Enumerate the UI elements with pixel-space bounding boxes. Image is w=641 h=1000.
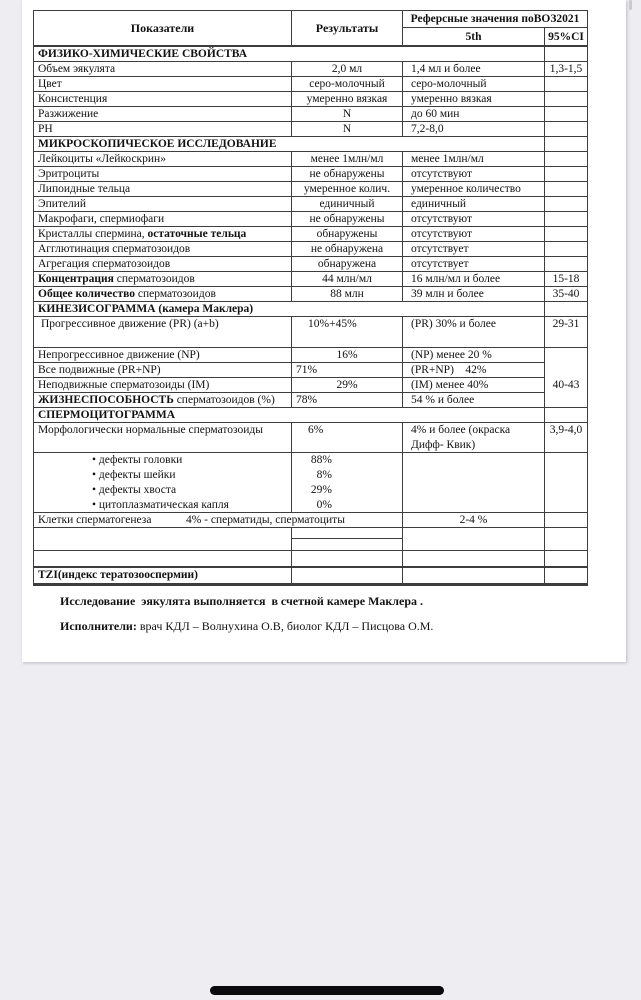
- defects-values-cell: 88% 8% 29% 0%: [292, 453, 403, 513]
- indicator-cell: Эритроциты: [34, 167, 292, 182]
- table-row: [34, 393, 587, 408]
- indicator-cell: Агрегация сперматозоидов: [34, 257, 292, 272]
- result-cell: серо-молочный: [292, 77, 403, 92]
- table-row: [34, 62, 587, 77]
- table-row: [34, 317, 587, 348]
- col-header-indicators: Показатели: [34, 11, 292, 45]
- reference-cell: серо-молочный: [403, 77, 545, 92]
- ci-cell: [545, 242, 587, 257]
- result-cell: 44 млн/мл: [292, 272, 403, 287]
- ci-cell: 35-40: [545, 287, 587, 302]
- table-row: [34, 272, 587, 287]
- indicator-cell: Агглютинация сперматозоидов: [34, 242, 292, 257]
- ci-cell: [545, 453, 587, 513]
- result-cell: 29%: [292, 378, 403, 393]
- reference-cell: менее 1млн/мл: [403, 152, 545, 167]
- reference-cell: 7,2-8,0: [403, 122, 545, 137]
- ci-cell: [545, 122, 587, 137]
- result-cell: 10%+45%: [292, 317, 403, 348]
- table-cell: [403, 568, 545, 584]
- results-table: [33, 10, 588, 586]
- section-row: [34, 47, 587, 62]
- table-row: [34, 287, 587, 302]
- ci-cell: [545, 393, 587, 408]
- table-body: [34, 47, 587, 584]
- table-cell: [292, 551, 403, 568]
- spermatogenesis-cells-cell: Клетки сперматогенеза 4% - сперматиды, сперматоциты: [34, 513, 403, 528]
- ci-cell: [545, 137, 587, 152]
- result-cell: 88 млн: [292, 287, 403, 302]
- ci-cell: 1,3-1,5: [545, 62, 587, 77]
- indicator-cell: Все подвижные (PR+NP): [34, 363, 292, 378]
- table-row: [34, 348, 587, 363]
- ci-cell: 15-18: [545, 272, 587, 287]
- col-header-results: Результаты: [292, 11, 403, 45]
- col-header-reference: Реферсные значения поВОЗ2021: [403, 11, 587, 28]
- ci-cell: [545, 77, 587, 92]
- reference-cell: до 60 мин: [403, 107, 545, 122]
- table-row: [34, 227, 587, 242]
- reference-cell: (NP) менее 20 %: [403, 348, 545, 363]
- table-cell: [545, 551, 587, 568]
- indicator-cell: Консистенция: [34, 92, 292, 107]
- indicator-cell: Общее количество сперматозоидов: [34, 287, 292, 302]
- result-cell: 16%: [292, 348, 403, 363]
- document-page[interactable]: [22, 0, 626, 662]
- reference-cell: (PR) 30% и более: [403, 317, 545, 348]
- table-row: [34, 513, 587, 528]
- indicator-cell: Цвет: [34, 77, 292, 92]
- indicator-cell: Прогрессивное движение (PR) (a+b): [34, 317, 292, 348]
- ci-cell: [545, 182, 587, 197]
- ci-cell: [545, 107, 587, 122]
- ci-cell: [545, 227, 587, 242]
- table-row: [34, 107, 587, 122]
- table-header-row: [34, 11, 587, 47]
- table-row: [34, 528, 587, 551]
- executors-note: [60, 619, 433, 634]
- result-cell: 78%: [292, 393, 403, 408]
- ci-cell: [545, 257, 587, 272]
- ci-cell: [545, 302, 587, 317]
- reference-cell: 4% и более (окраска Дифф- Квик): [403, 423, 545, 453]
- result-cell: 71%: [292, 363, 403, 378]
- result-cell: умеренное колич.: [292, 182, 403, 197]
- result-cell: N: [292, 107, 403, 122]
- indicator-cell: Эпителий: [34, 197, 292, 212]
- reference-cell: 16 млн/мл и более: [403, 272, 545, 287]
- result-cell: 6%: [292, 423, 403, 453]
- result-cell: N: [292, 122, 403, 137]
- indicator-cell: Объем эякулята: [34, 62, 292, 77]
- reference-cell: умеренное количество: [403, 182, 545, 197]
- ci-cell: [545, 92, 587, 107]
- ci-cell: [545, 197, 587, 212]
- table-row: [34, 92, 587, 107]
- ci-cell: 3,9-4,0: [545, 423, 587, 453]
- table-row: [34, 77, 587, 92]
- table-row: [34, 257, 587, 272]
- ci-cell: [545, 408, 587, 423]
- reference-cell: [403, 453, 545, 513]
- table-row: [34, 423, 587, 453]
- indicator-cell: Макрофаги, спермиофаги: [34, 212, 292, 227]
- method-note: Исследование эякулята выполняется в счетной камере Маклера .: [60, 594, 424, 608]
- indicator-cell: Липоидные тельца: [34, 182, 292, 197]
- indicator-cell: Разжижение: [34, 107, 292, 122]
- result-cell: умеренно вязкая: [292, 92, 403, 107]
- table-cell: [292, 528, 403, 551]
- result-cell: 2,0 мл: [292, 62, 403, 77]
- tzi-label-cell: TZI(индекс тератозооспермии): [34, 568, 292, 584]
- section-row: [34, 137, 587, 152]
- section-row: [34, 408, 587, 423]
- reference-cell: отсутствуют: [403, 212, 545, 227]
- table-row: [34, 182, 587, 197]
- table-row: [34, 453, 587, 513]
- indicator-cell: ЖИЗНЕСПОСОБНОСТЬ сперматозоидов (%): [34, 393, 292, 408]
- table-cell: [545, 568, 587, 584]
- col-header-reference-group: [403, 11, 587, 45]
- table-cell: [403, 551, 545, 568]
- indicator-cell: Морфологически нормальные сперматозоиды: [34, 423, 292, 453]
- reference-cell: единичный: [403, 197, 545, 212]
- executors-names: врач КДЛ – Волнухина О.В, биолог КДЛ – Писцова О.М.: [136, 619, 434, 633]
- defects-list-cell: • дефекты головки • дефекты шейки • дефекты хвоста • цитоплазматическая капля: [34, 453, 292, 513]
- col-header-5th: 5th: [403, 28, 545, 45]
- col-header-95ci: 95%CI: [548, 30, 584, 43]
- table-row: [34, 197, 587, 212]
- reference-cell: 2-4 %: [403, 513, 545, 528]
- indicator-cell: Кристаллы спермина, остаточные тельца: [34, 227, 292, 242]
- table-cell: [403, 528, 545, 551]
- executors-label: Исполнители:: [60, 619, 137, 633]
- result-cell: не обнаружена: [292, 242, 403, 257]
- ci-cell: 29-31: [545, 317, 587, 348]
- reference-cell: отсутствует: [403, 242, 545, 257]
- indicator-cell: Неподвижные сперматозоиды (IM): [34, 378, 292, 393]
- ci-cell: [545, 152, 587, 167]
- ci-cell: [545, 348, 587, 363]
- section-label-cell: МИКРОСКОПИЧЕСКОЕ ИССЛЕДОВАНИЕ: [34, 137, 545, 152]
- table-cell: [292, 568, 403, 584]
- indicator-cell: Концентрация сперматозоидов: [34, 272, 292, 287]
- table-row: [34, 167, 587, 182]
- table-row: [34, 363, 587, 378]
- ci-cell: 40-43: [552, 379, 580, 391]
- table-cell: [34, 551, 292, 568]
- section-label-cell: КИНЕЗИСОГРАММА (камера Маклера): [34, 302, 545, 317]
- table-row: [34, 212, 587, 227]
- section-row: [34, 302, 587, 317]
- table-row: [34, 551, 587, 568]
- table-row: [34, 378, 587, 393]
- reference-cell: 1,4 мл и более: [403, 62, 545, 77]
- reference-cell: (PR+NP) 42%: [403, 363, 545, 378]
- ci-cell: [545, 212, 587, 227]
- ci-cell: [545, 363, 587, 378]
- reference-cell: 39 млн и более: [403, 287, 545, 302]
- result-cell: обнаружена: [292, 257, 403, 272]
- table-cell: [545, 528, 587, 551]
- reference-cell: отсутствуют: [403, 227, 545, 242]
- result-cell: менее 1млн/мл: [292, 152, 403, 167]
- indicator-cell: Лейкоциты «Лейкоскрин»: [34, 152, 292, 167]
- indicator-cell: Непрогрессивное движение (NP): [34, 348, 292, 363]
- indicator-cell: PH: [34, 122, 292, 137]
- section-label-cell: СПЕРМОЦИТОГРАММА: [34, 408, 545, 423]
- table-row: [34, 152, 587, 167]
- ci-cell: [545, 513, 587, 528]
- reference-cell: (IM) менее 40%: [403, 378, 545, 393]
- reference-cell: 54 % и более: [403, 393, 545, 408]
- section-label-cell: ФИЗИКО-ХИМИЧЕСКИЕ СВОЙСТВА: [34, 47, 545, 62]
- scrollbar-thumb[interactable]: [629, 0, 632, 10]
- result-cell: не обнаружены: [292, 212, 403, 227]
- home-indicator[interactable]: [210, 986, 444, 995]
- table-row: [34, 242, 587, 257]
- result-cell: обнаружены: [292, 227, 403, 242]
- result-cell: не обнаружены: [292, 167, 403, 182]
- table-row: [34, 122, 587, 137]
- ci-cell: [545, 167, 587, 182]
- table-row: [34, 568, 587, 584]
- reference-cell: отсутствуют: [403, 167, 545, 182]
- result-cell: единичный: [292, 197, 403, 212]
- reference-cell: отсутствует: [403, 257, 545, 272]
- ci-cell: [545, 47, 587, 62]
- table-cell: [34, 528, 292, 551]
- reference-cell: умеренно вязкая: [403, 92, 545, 107]
